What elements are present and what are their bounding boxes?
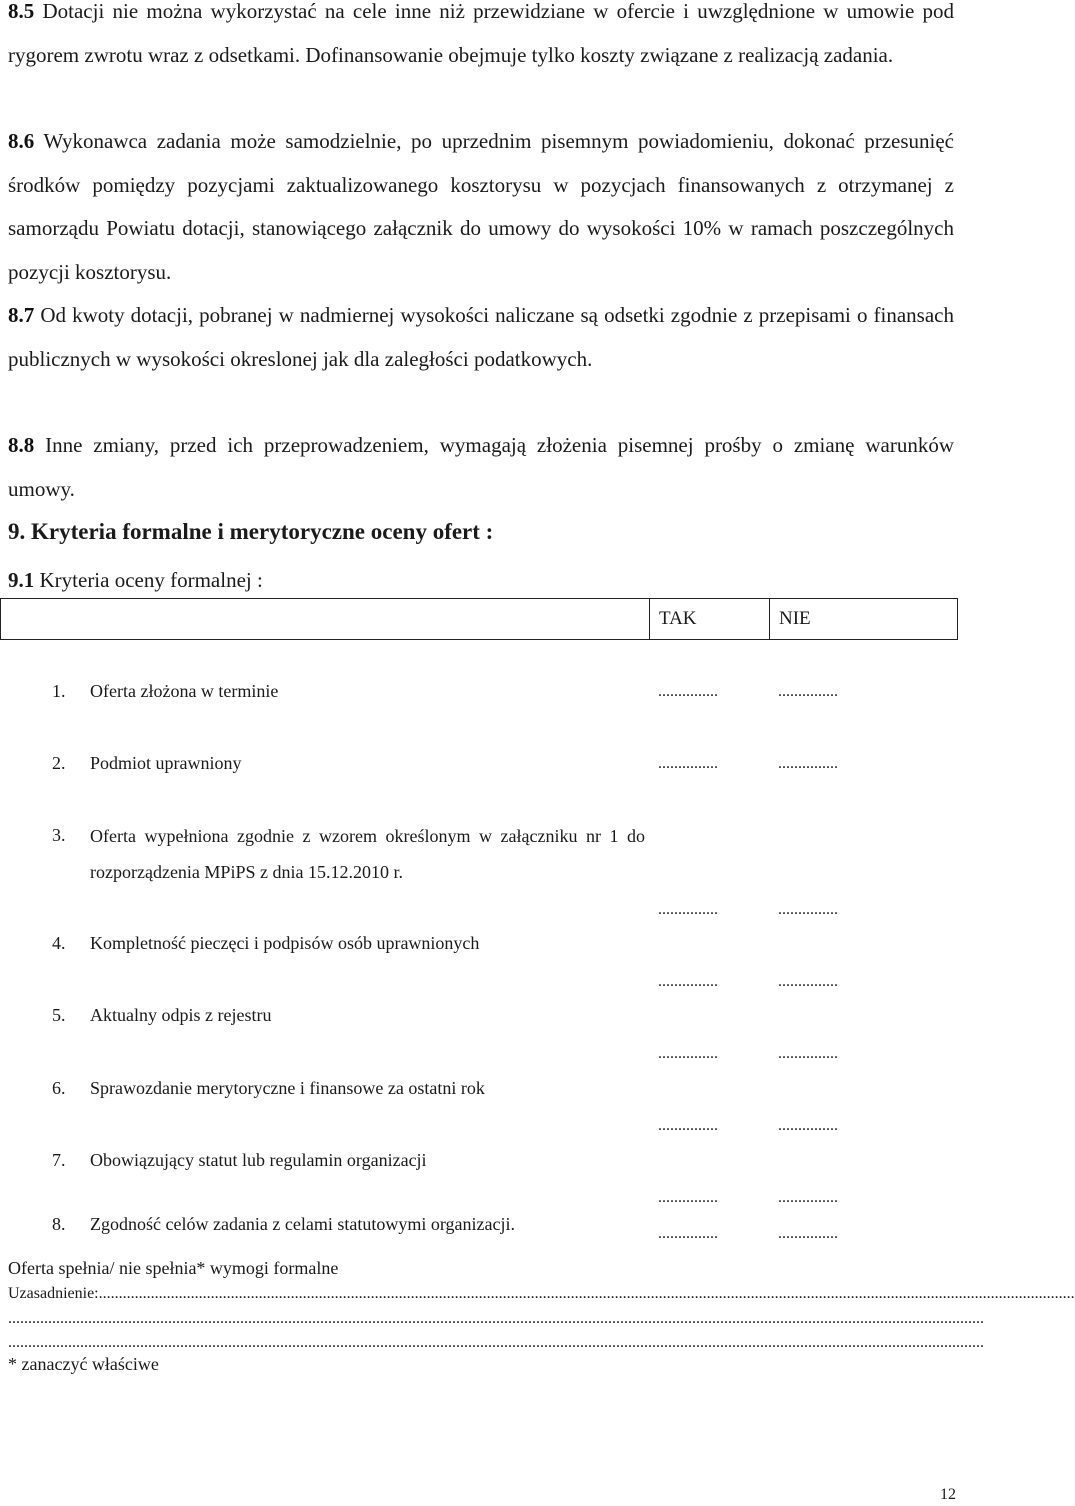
yes-blank[interactable]: ............... xyxy=(658,1045,718,1062)
yes-blank[interactable]: ............... xyxy=(658,683,718,700)
paragraph-number: 8.5 xyxy=(8,0,35,23)
paragraph-8-6 xyxy=(8,120,954,294)
formal-requirements-statement: Oferta spełnia/ nie spełnia* wymogi formalne xyxy=(8,1258,339,1278)
justification-line[interactable]: .................................................................................................................................................................................................................................................... xyxy=(8,1334,984,1351)
section-text: Kryteria oceny formalnej : xyxy=(34,568,263,592)
no-blank[interactable]: ............... xyxy=(778,683,838,700)
paragraph-8-5 xyxy=(8,0,954,77)
no-blank[interactable]: ............... xyxy=(778,1045,838,1062)
justification-label: Uzasadnienie: xyxy=(8,1285,99,1302)
criteria-row xyxy=(0,1071,958,1105)
criteria-row xyxy=(0,998,958,1032)
justification-line[interactable]: .................................................................................................................................................................................................................................................... xyxy=(8,1310,984,1327)
footnote: * zanaczyć właściwe xyxy=(8,1354,159,1374)
justification-line[interactable] xyxy=(8,1285,1075,1303)
no-blank[interactable]: ............... xyxy=(778,1225,838,1242)
column-divider xyxy=(649,599,650,639)
section-number: 9.1 xyxy=(8,568,35,592)
criteria-number: 1. xyxy=(52,681,66,701)
paragraph-text: Inne zmiany, przed ich przeprowadzeniem, wymagają złożenia pisemnej prośby o zmianę warunków umowy. xyxy=(8,433,954,501)
paragraph-8-8 xyxy=(8,424,954,511)
criteria-number: 2. xyxy=(52,753,66,773)
criteria-number: 4. xyxy=(52,933,66,953)
column-header-no: NIE xyxy=(779,608,811,629)
paragraph-number: 8.6 xyxy=(8,129,35,153)
criteria-row xyxy=(0,1143,958,1177)
criteria-label: Obowiązujący statut lub regulamin organizacji xyxy=(90,1150,427,1170)
criteria-label: Kompletność pieczęci i podpisów osób uprawnionych xyxy=(90,933,480,953)
yes-blank[interactable]: ............... xyxy=(658,901,718,918)
column-header-yes: TAK xyxy=(659,608,697,629)
criteria-number: 5. xyxy=(52,1005,66,1025)
no-blank[interactable]: ............... xyxy=(778,755,838,772)
page-number: 12 xyxy=(940,1486,956,1503)
yes-blank[interactable]: ............... xyxy=(658,1225,718,1242)
no-blank[interactable]: ............... xyxy=(778,1117,838,1134)
criteria-number: 6. xyxy=(52,1078,66,1098)
criteria-number: 8. xyxy=(52,1214,66,1234)
criteria-label: Oferta złożona w terminie xyxy=(90,681,279,701)
criteria-label: Oferta wypełniona zgodnie z wzorem określonym w załączniku nr 1 do rozporządzenia MPiPS z dnia 15.12.2010 r. xyxy=(90,826,645,882)
yes-blank[interactable]: ............... xyxy=(658,755,718,772)
yes-blank[interactable]: ............... xyxy=(658,1117,718,1134)
column-divider xyxy=(769,599,770,639)
criteria-label: Podmiot uprawniony xyxy=(90,753,242,773)
yes-blank[interactable]: ............... xyxy=(658,1189,718,1206)
criteria-row xyxy=(0,926,958,960)
criteria-number: 7. xyxy=(52,1150,66,1170)
yes-blank[interactable]: ............... xyxy=(658,973,718,990)
paragraph-text: Wykonawca zadania może samodzielnie, po uprzednim pisemnym powiadomieniu, dokonać przesunięć środków pomiędzy pozycjami zaktualizowanego kosztorysu w pozycjach finansowanych z otrzymanej z samorządu Powiatu dotacji, stanowiącego załącznik do umowy do wysokości 10% w ramach poszczególnych pozycji kosztorysu. xyxy=(8,129,954,284)
paragraph-text: Od kwoty dotacji, pobranej w nadmiernej wysokości naliczane są odsetki zgodnie z przepisami o finansach publicznych w wysokości okreslonej jak dla zaległości podatkowych. xyxy=(8,303,954,371)
paragraph-8-7 xyxy=(8,294,954,381)
section-9-1-heading xyxy=(8,560,263,600)
no-blank[interactable]: ............... xyxy=(778,1189,838,1206)
no-blank[interactable]: ............... xyxy=(778,901,838,918)
criteria-row xyxy=(0,818,958,890)
criteria-label: Zgodność celów zadania z celami statutowymi organizacji. xyxy=(90,1214,516,1234)
paragraph-number: 8.8 xyxy=(8,433,35,457)
justification-dots: .................................................................................................................................................................................................................................................... xyxy=(98,1285,1075,1302)
criteria-label: Sprawozdanie merytoryczne i finansowe za ostatni rok xyxy=(90,1078,485,1098)
criteria-number: 3. xyxy=(52,825,66,845)
paragraph-text: Dotacji nie można wykorzystać na cele inne niż przewidziane w ofercie i uwzględnione w umowie pod rygorem zwrotu wraz z odsetkami. Dofinansowanie obejmuje tylko koszty związane z realizacją zadania. xyxy=(8,0,954,67)
criteria-table-header xyxy=(0,598,958,640)
criteria-label: Aktualny odpis z rejestru xyxy=(90,1005,272,1025)
paragraph-number: 8.7 xyxy=(8,303,35,327)
no-blank[interactable]: ............... xyxy=(778,973,838,990)
section-9-heading: 9. Kryteria formalne i merytoryczne oceny ofert : xyxy=(8,519,494,544)
